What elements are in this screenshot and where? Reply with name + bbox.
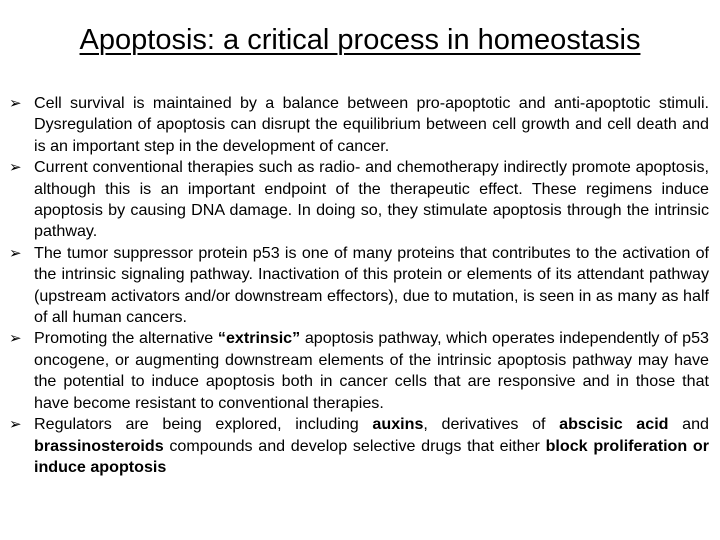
bullet-item: [0, 328, 720, 414]
bullet-list: [0, 93, 720, 478]
bullet-text: The tumor suppressor protein p53 is one of many proteins that contributes to the activation of the intrinsic signaling pathway. Inactivation of this protein or elements of its attendant pathway (upstream activators and/or downstream effectors), due to mutation, is seen in as many as half of all human cancers.: [34, 243, 709, 327]
bullet-text-segment: apoptosis pathway, which operates independently of p53 oncogene, or augmenting downstream elements of the intrinsic apoptosis pathway may have the potential to induce apoptosis both in cancer cells that are responsive and in those that have become resistant to conventional therapies.: [34, 329, 710, 412]
arrow-bullet-icon: ➢: [9, 158, 22, 177]
bullet-bold-term: block proliferation or induce apoptosis: [34, 436, 709, 476]
bullet-item: [0, 243, 720, 329]
bullet-bold-term: “extrinsic”: [217, 329, 301, 348]
bullet-text-segment: and: [668, 415, 710, 434]
bullet-bold-term: brassinosteroids: [34, 436, 164, 455]
slide-title: Apoptosis: a critical process in homeostasis: [79, 24, 641, 56]
bullet-text-segment: compounds and develop selective drugs that either: [163, 436, 546, 455]
arrow-bullet-icon: ➢: [9, 329, 22, 348]
bullet-bold-term: auxins: [372, 415, 424, 434]
arrow-bullet-icon: ➢: [9, 94, 22, 112]
bullet-item: [0, 414, 720, 478]
bullet-text: Current conventional therapies such as radio- and chemotherapy indirectly promote apoptosis, although this is an important endpoint of the therapeutic effect. These regimens induce apoptosis by causing DNA damage. In doing so, they stimulate apoptosis through the intrinsic pathway.: [34, 158, 709, 241]
bullet-text: [34, 415, 709, 476]
bullet-text: [34, 329, 709, 411]
bullet-item: [0, 93, 720, 157]
bullet-text: Cell survival is maintained by a balance between pro-apoptotic and anti-apoptotic stimuli. Dysregulation of apoptosis can disrupt the equilibrium between cell growth and cell death and is an important step in the development of cancer.: [34, 94, 709, 155]
bullet-text-segment: Regulators are being explored, including: [34, 415, 373, 434]
arrow-bullet-icon: ➢: [9, 243, 22, 262]
bullet-text-segment: Promoting the alternative: [34, 329, 218, 348]
arrow-bullet-icon: ➢: [9, 415, 22, 434]
bullet-item: [0, 157, 720, 243]
bullet-bold-term: abscisic acid: [559, 415, 669, 434]
bullet-text-segment: , derivatives of: [423, 415, 560, 434]
